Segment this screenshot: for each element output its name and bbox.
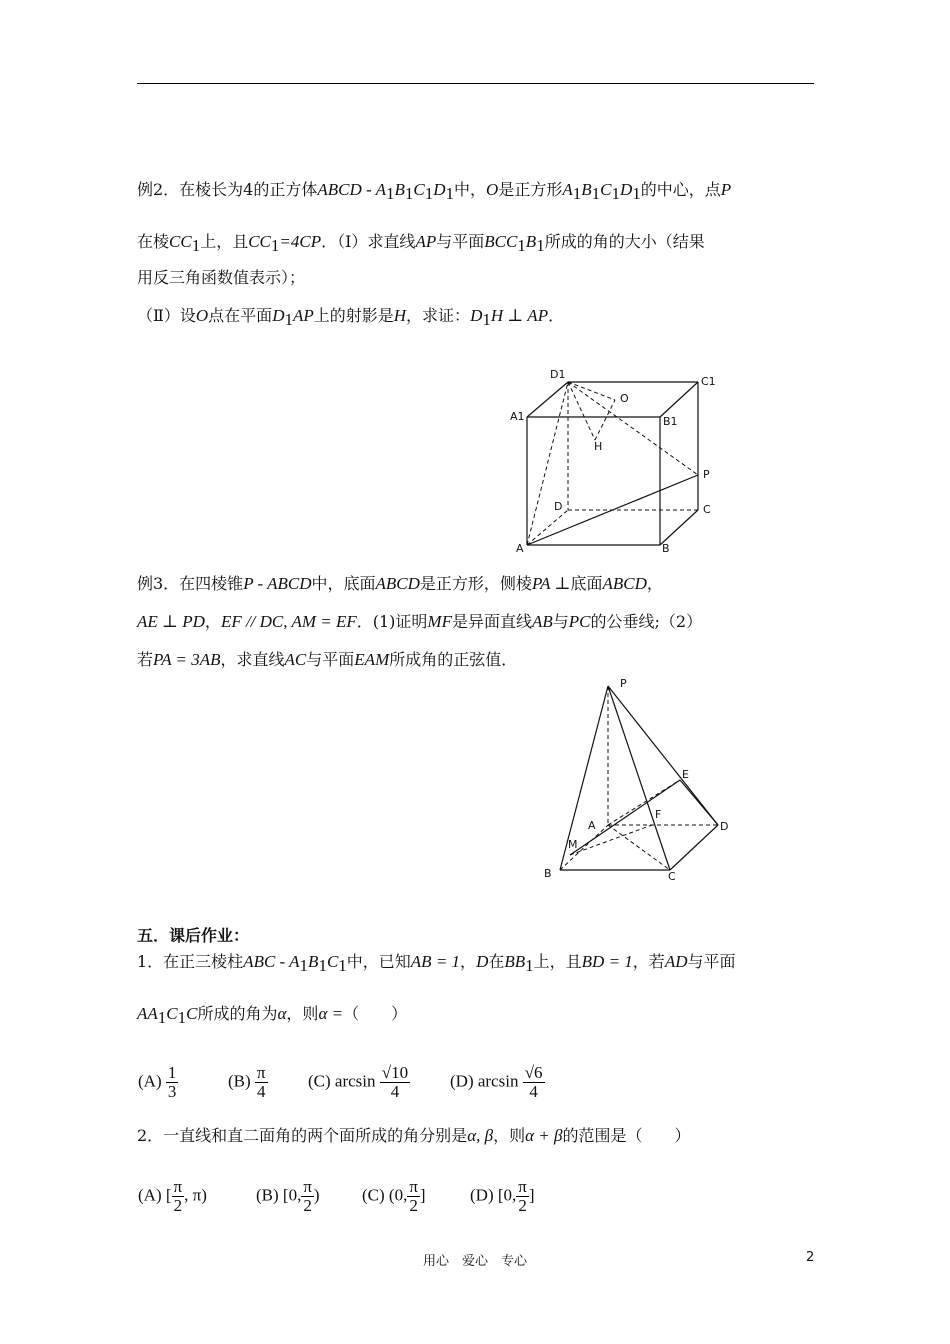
label-C2: C xyxy=(668,870,676,883)
homework-title: 五．课后作业： xyxy=(137,926,250,945)
ex2-line3: 用反三角函数值表示）； xyxy=(137,268,306,287)
label-A: A xyxy=(516,542,524,555)
header-rule xyxy=(137,83,814,84)
label-F: F xyxy=(655,808,662,821)
q1-option-c: (C) arcsin $\frac{√10}{4}$ xyxy=(308,1063,409,1101)
label-H: H xyxy=(594,440,603,453)
cube-figure xyxy=(500,360,730,560)
footer-motto: 用心 爱心 专心 xyxy=(422,1254,527,1269)
q2-option-b: (B) [0, $\frac{\pi}{2}$ ) xyxy=(256,1177,320,1215)
pyramid-figure xyxy=(530,670,750,885)
q2-option-c: (C) (0, $\frac{\pi}{2}$ ] xyxy=(362,1177,426,1215)
label-B2: B xyxy=(544,867,552,880)
label-P: P xyxy=(703,468,710,481)
ex2-line1: 例2．在棱长为4的正方体ABCD - $A_1B_1C_1D_1$中，O是正方形$A_1B_1C_1D_1$的中心，点P xyxy=(137,180,732,204)
ex3-line1: 例3．在四棱锥P - ABCD中，底面ABCD是正方形，侧棱PA ⊥底面ABCD， xyxy=(137,574,663,593)
hw-q1-line1: 1．在正三棱柱ABC - $A_1B_1C_1$中，已知AB = 1，D在$BB_1$上，且BD = 1，若AD与平面 xyxy=(137,952,736,976)
label-O: O xyxy=(620,392,629,405)
label-P2: P xyxy=(620,677,627,690)
q1-option-b: (B) $\frac{\pi}{4}$ xyxy=(228,1063,266,1101)
label-E: E xyxy=(682,768,689,781)
label-C1: C1 xyxy=(701,375,716,388)
label-C: C xyxy=(703,503,711,516)
hw-q1-line2: $AA_1C_1C$所成的角为α，则α =（ ） xyxy=(137,1004,408,1028)
label-D: D xyxy=(554,500,563,513)
q2-option-d: (D) [0, $\frac{\pi}{2}$ ] xyxy=(470,1177,535,1215)
q1-option-d: (D) arcsin $\frac{√6}{4}$ xyxy=(450,1063,543,1101)
label-B1: B1 xyxy=(663,415,678,428)
ex3-line3: 若PA = 3AB，求直线AC与平面EAM所成角的正弦值． xyxy=(137,650,518,669)
hw-q2-line: 2．一直线和直二面角的两个面所成的角分别是α, β，则α + β的范围是（ ） xyxy=(137,1126,691,1145)
q2-option-a: (A) [ $\frac{\pi}{2}$ , π) xyxy=(138,1177,207,1215)
ex3-line2: AE ⊥ PD，EF // DC, AM = EF．(1)证明MF是异面直线AB与PC的公垂线;（2） xyxy=(137,612,703,631)
label-A2: A xyxy=(588,819,596,832)
label-D1: D1 xyxy=(550,368,566,381)
page-number: 2 xyxy=(806,1250,815,1265)
label-B: B xyxy=(662,542,670,555)
ex2-line4: （Ⅱ）设O点在平面$D_1AP$上的射影是H，求证：$D_1H$ ⊥ AP． xyxy=(137,306,565,330)
label-M: M xyxy=(568,838,578,851)
label-D2: D xyxy=(720,820,729,833)
label-A1: A1 xyxy=(510,410,525,423)
ex2-line2: 在棱$CC_1$上，且$CC_1=4CP$．（Ⅰ）求直线AP与平面$BCC_1B_1$所成的角的大小（结果 xyxy=(137,232,705,256)
q1-option-a: (A) $\frac{1}{3}$ xyxy=(138,1063,177,1101)
